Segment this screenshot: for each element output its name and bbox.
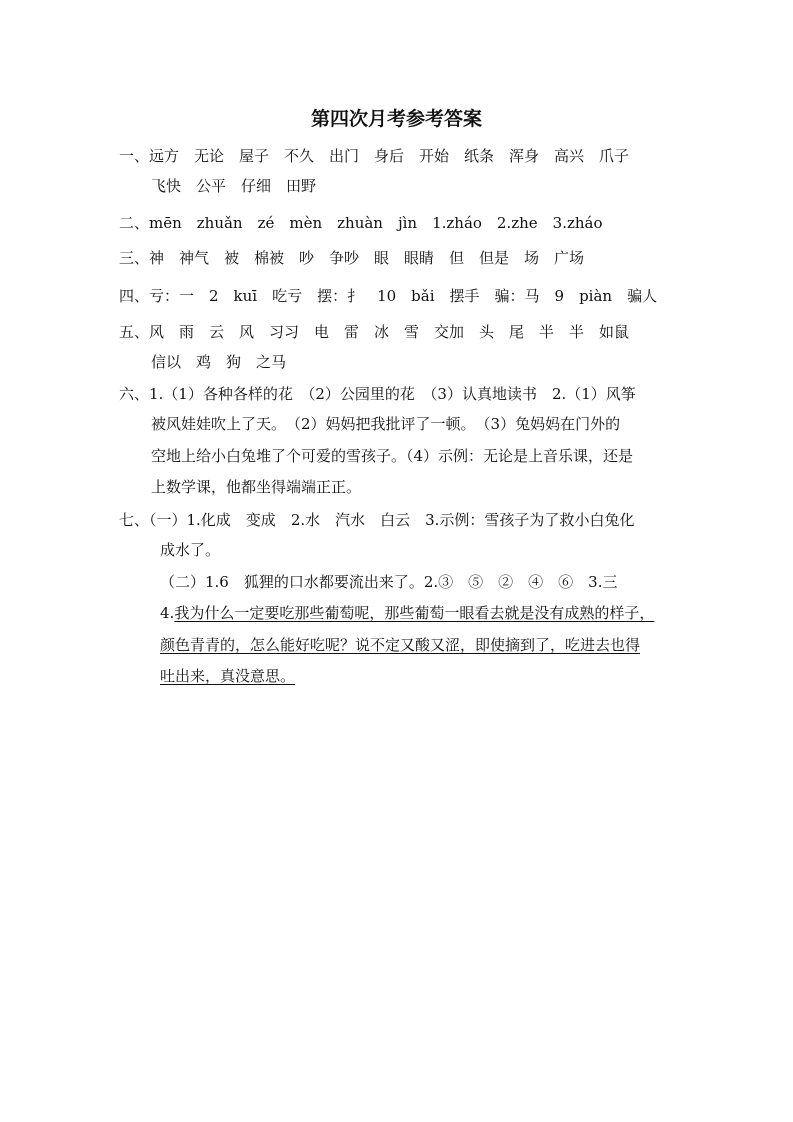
answer-line: 成水了。	[160, 541, 221, 559]
answer-line: 六、1.（1）各种各样的花 （2）公园里的花 （3）认真地读书 2.（1）风筝	[119, 385, 636, 403]
answer-line: 一、远方 无论 屋子 不久 出门 身后 开始 纸条 浑身 高兴 爪子	[119, 147, 630, 165]
answer-line: 飞快 公平 仔细 田野	[151, 177, 317, 195]
answer-line: 被风娃娃吹上了天。 （2）妈妈把我批评了一顿。 （3）兔妈妈在门外的	[151, 415, 621, 433]
page-title: 第四次月考参考答案	[310, 108, 482, 130]
underlined-answer: 颜色青青的，怎么能好吃呢？说不定又酸又涩，即使摘到了，吃进去也得	[160, 636, 641, 654]
answer-line: 上数学课，他都坐得端端正正。	[151, 478, 362, 496]
answer-line: 七、（一）1.化成 变成 2.水 汽水 白云 3.示例：雪孩子为了救小白兔化	[119, 511, 635, 529]
answer-line: 空地上给小白兔堆了个可爱的雪孩子。（4）示例：无论是上音乐课，还是	[151, 447, 634, 465]
answer-line: 四、亏：一 2 kuī 吃亏 摆：扌 10 bǎi 摆手 骗：马 9 piàn 骗人	[119, 287, 658, 305]
answer-line: 信以 鸡 狗 之马	[151, 353, 287, 371]
answer-line: 五、风 雨 云 风 习习 电 雷 冰 雪 交加 头 尾 半 半 如鼠	[119, 323, 630, 341]
answer-line: （二）1.6 狐狸的口水都要流出来了。2.③ ⑤ ② ④ ⑥ 3.三	[160, 573, 618, 591]
answer-line: 二、mēn zhuǎn zé mèn zhuàn jìn 1.zháo 2.zhe 3.zháo	[119, 214, 603, 232]
underlined-answer: 吐出来，真没意思。	[160, 667, 296, 685]
underlined-answer: 我为什么一定要吃那些葡萄呢，那些葡萄一眼看去就是没有成熟的样子，	[174, 604, 655, 622]
answer-line	[160, 603, 654, 623]
answer-number: 4.	[160, 604, 175, 622]
answer-line: 三、神 神气 被 棉被 吵 争吵 眼 眼睛 但 但是 场 广场	[119, 249, 585, 267]
